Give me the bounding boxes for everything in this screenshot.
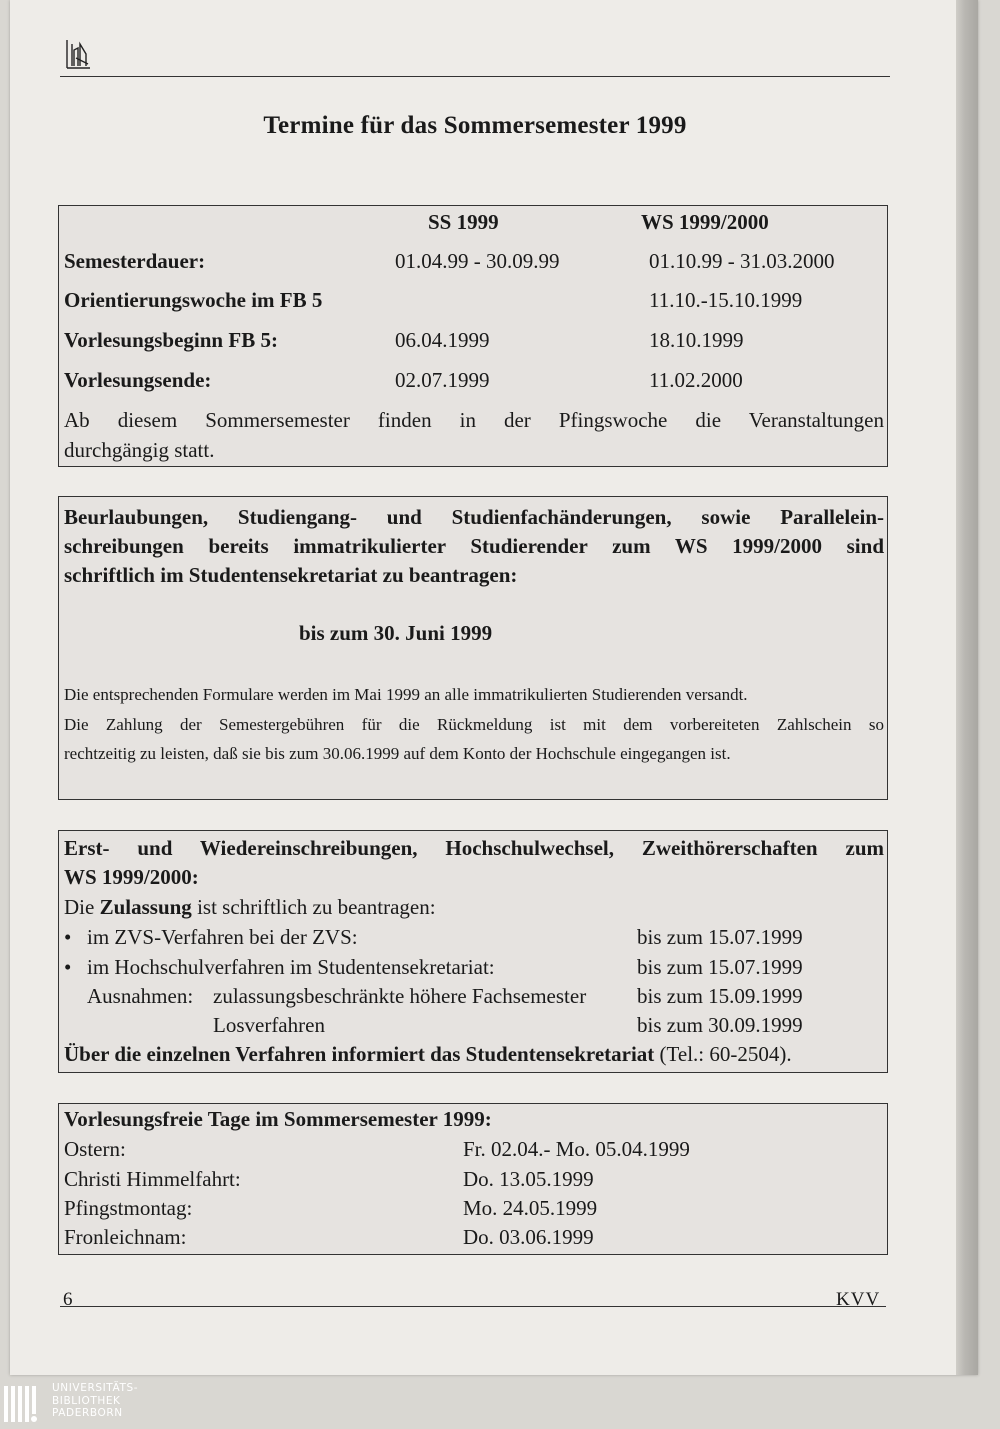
page-title: Termine für das Sommersemester 1999	[263, 112, 687, 139]
info-text: rechtzeitig zu leisten, daß sie bis zum 30.06.1999 auf dem Konto der Hochschule eingegangen ist.	[64, 744, 731, 763]
university-logo-icon	[64, 38, 92, 70]
publication-label: KVV	[836, 1289, 881, 1310]
page-number: 6	[63, 1289, 73, 1310]
note-text: durchgängig statt.	[64, 438, 215, 462]
column-header-ss: SS 1999	[428, 210, 499, 234]
library-logo-text: UNIVERSITÄTS- BIBLIOTHEK PADERBORN	[52, 1382, 139, 1419]
library-bars-icon	[4, 1384, 44, 1424]
enrolment-box: Erst- und Wiedereinschreibungen, Hochschulwechsel, Zweithörerschaften zum WS 1999/2000: Die Zulassung ist schriftlich zu beantragen: • im ZVS-Verfahren bei der ZVS: bis zum 15.07.1999 • im Hochschulverfahren im Studentensekretariat: bis zum 15.07.1999 Ausnahmen: zulassungsbeschränkte höhere Fachsemester bis zum 15.09.1999 Losverfahren bis zum 30.09.1999 Über die einzelnen Verfahren informiert das Studentensekretariat (Tel.: 60-2504).	[58, 830, 888, 1073]
bullet: •	[64, 955, 72, 979]
info-text: Die Zahlung der Semestergebühren für die Rückmeldung ist mit dem vorbereiteten Zahlschein so	[64, 715, 884, 734]
deadline: bis zum 30. Juni 1999	[299, 621, 493, 645]
semester-dates-box: SS 1999 WS 1999/2000 Semesterdauer: 01.04.99 - 30.09.99 01.10.99 - 31.03.2000 Orientierungswoche im FB 5 11.10.-15.10.1999 Vorlesungsbeginn FB 5: 06.04.1999 18.10.1999 Vorlesungsende: 02.07.1999 11.02.2000 Ab diesem Sommersemester finden in der Pfingswoche die Veranstaltungen durchgängig statt.	[58, 205, 888, 467]
section-heading: WS 1999/2000:	[64, 865, 199, 889]
holidays-box: Vorlesungsfreie Tage im Sommersemester 1999: Ostern: Fr. 02.04.- Mo. 05.04.1999 Christi Himmelfahrt: Do. 13.05.1999 Pfingstmontag: Mo. 24.05.1999 Fronleichnam: Do. 03.06.1999	[58, 1103, 888, 1255]
contact-line: Über die einzelnen Verfahren informiert das Studentensekretariat (Tel.: 60-2504).	[64, 1042, 792, 1066]
column-header-ws: WS 1999/2000	[641, 210, 769, 234]
section-heading: Erst- und Wiedereinschreibungen, Hochschulwechsel, Zweithörerschaften zum	[64, 836, 884, 860]
intro-text: Die Zulassung ist schriftlich zu beantragen:	[64, 895, 436, 919]
section-heading: Vorlesungsfreie Tage im Sommersemester 1999:	[64, 1107, 492, 1131]
library-logo	[0, 1378, 300, 1429]
note-text: Ab diesem Sommersemester finden in der Pfingswoche die Veranstaltungen	[64, 408, 884, 432]
section-heading: schriftlich im Studentensekretariat zu beantragen:	[64, 563, 518, 587]
leave-and-changes-box	[58, 496, 888, 800]
section-heading: schreibungen bereits immatrikulierter Studierender zum WS 1999/2000 sind	[64, 534, 884, 558]
info-text: Die entsprechenden Formulare werden im Mai 1999 an alle immatrikulierten Studierenden versandt.	[64, 685, 748, 704]
page-edge	[956, 0, 978, 1375]
bullet: •	[64, 925, 72, 949]
footer-rule	[60, 1306, 886, 1307]
section-heading: Beurlaubungen, Studiengang- und Studienfachänderungen, sowie Parallelein-	[64, 505, 884, 529]
header-rule	[60, 76, 890, 77]
